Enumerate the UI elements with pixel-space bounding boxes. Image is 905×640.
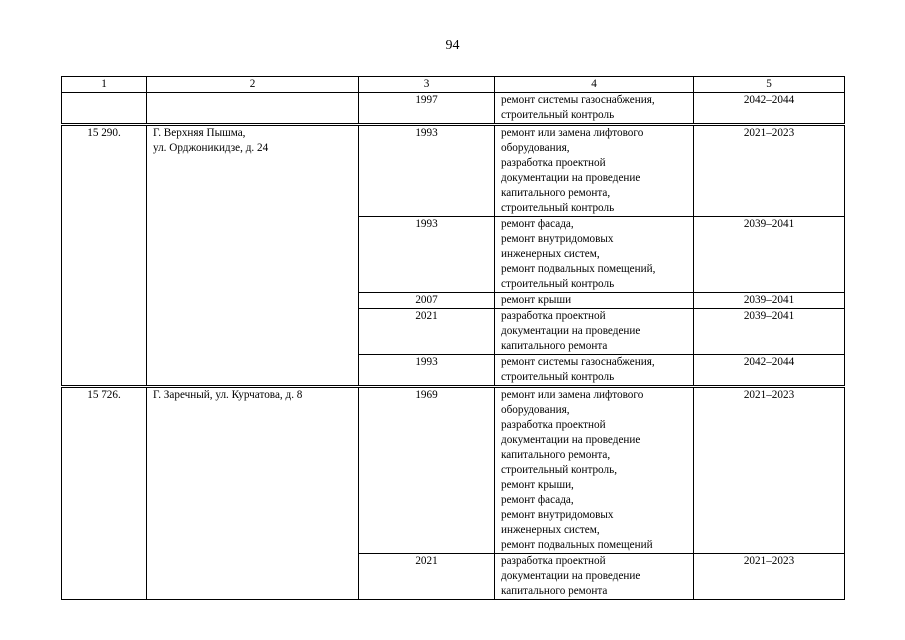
- repair-schedule-table: [61, 76, 845, 600]
- column-header: 5: [694, 77, 845, 93]
- period-cell: 2039–2041: [694, 309, 845, 355]
- period-cell: 2042–2044: [694, 93, 845, 124]
- works-cell: разработка проектной документации на проведение капитального ремонта: [495, 309, 694, 355]
- year-cell: 1969: [359, 388, 495, 554]
- year-cell: 1993: [359, 355, 495, 386]
- table-row: [62, 93, 845, 124]
- works-cell: ремонт системы газоснабжения, строительный контроль: [495, 355, 694, 386]
- works-cell: ремонт крыши: [495, 293, 694, 309]
- address-cell: [147, 93, 359, 124]
- period-cell: 2021–2023: [694, 126, 845, 217]
- table-row: [62, 388, 845, 554]
- table-row: [62, 126, 845, 217]
- year-cell: 1997: [359, 93, 495, 124]
- column-header: 4: [495, 77, 694, 93]
- item-number: [62, 93, 147, 124]
- year-cell: 1993: [359, 126, 495, 217]
- item-number: 15 726.: [62, 388, 147, 600]
- works-cell: ремонт системы газоснабжения, строительный контроль: [495, 93, 694, 124]
- column-header: 1: [62, 77, 147, 93]
- year-cell: 2021: [359, 309, 495, 355]
- address-cell: Г. Заречный, ул. Курчатова, д. 8: [147, 388, 359, 600]
- works-cell: ремонт или замена лифтового оборудования, разработка проектной документации на проведение капитального ремонта, строительный контроль, ремонт крыши, ремонт фасада, ремонт внутридомовых инженерных систем, ремонт подвальных помещений: [495, 388, 694, 554]
- period-cell: 2042–2044: [694, 355, 845, 386]
- column-header: 3: [359, 77, 495, 93]
- works-cell: ремонт или замена лифтового оборудования, разработка проектной документации на проведение капитального ремонта, строительный контроль: [495, 126, 694, 217]
- period-cell: 2039–2041: [694, 217, 845, 293]
- header-row: [62, 77, 845, 93]
- year-cell: 2021: [359, 554, 495, 600]
- year-cell: 1993: [359, 217, 495, 293]
- period-cell: 2021–2023: [694, 388, 845, 554]
- column-header: 2: [147, 77, 359, 93]
- works-cell: ремонт фасада, ремонт внутридомовых инженерных систем, ремонт подвальных помещений, строительный контроль: [495, 217, 694, 293]
- address-cell: Г. Верхняя Пышма, ул. Орджоникидзе, д. 24: [147, 126, 359, 386]
- page-number: 94: [445, 38, 460, 53]
- period-cell: 2039–2041: [694, 293, 845, 309]
- period-cell: 2021–2023: [694, 554, 845, 600]
- year-cell: 2007: [359, 293, 495, 309]
- item-number: 15 290.: [62, 126, 147, 386]
- works-cell: разработка проектной документации на проведение капитального ремонта: [495, 554, 694, 600]
